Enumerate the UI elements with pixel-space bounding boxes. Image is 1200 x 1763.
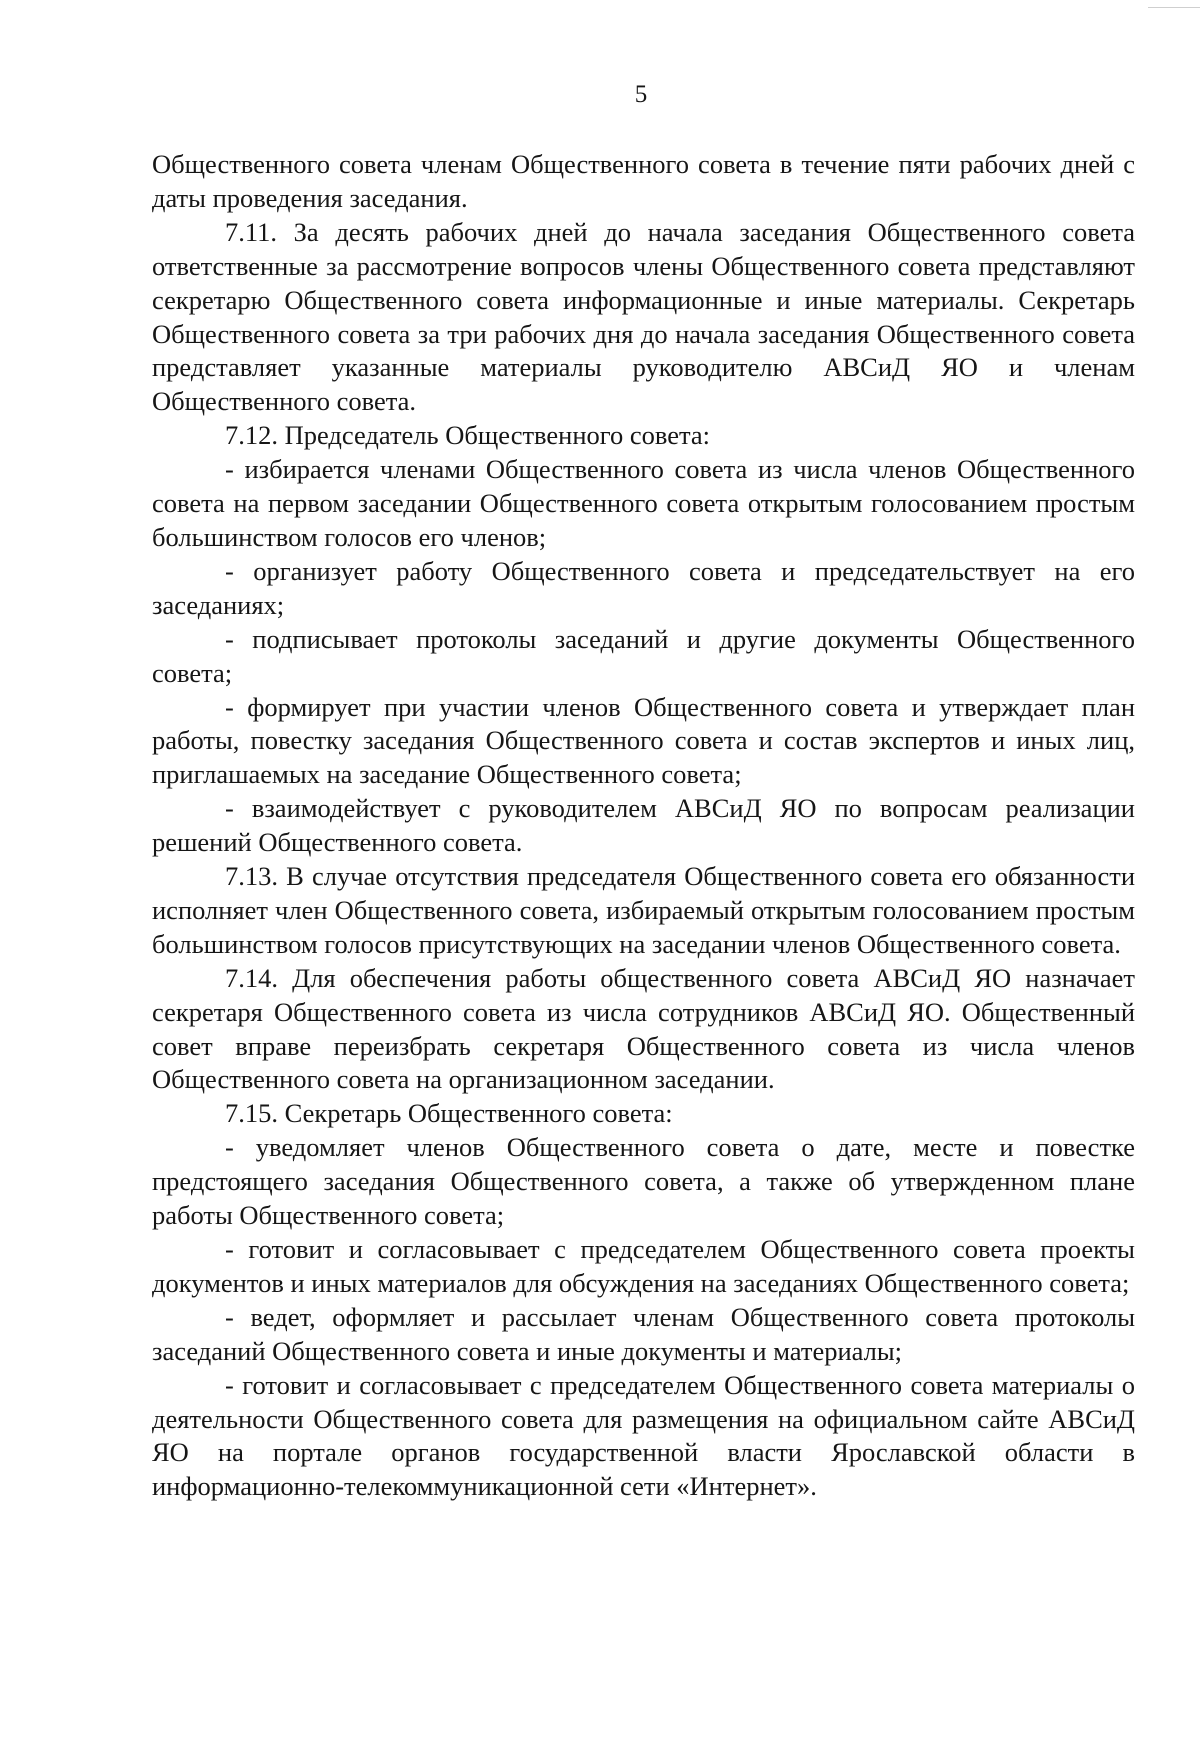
page-number: 5 (634, 81, 648, 108)
list-item-chair-interacts: - взаимодействует с руководителем АВСиД ЯО по вопросам реализации решений Общественного совета. (152, 793, 1135, 858)
paragraph-7-13: 7.13. В случае отсутствия председателя Общественного совета его обязанности исполняет член Общественного совета, избираемый открытым голосованием простым большинством голосов присутствующих на заседании членов Общественного совета. (152, 861, 1135, 959)
list-item-chair-signs: - подписывает протоколы заседаний и другие документы Общественного совета; (152, 623, 1135, 688)
list-item-chair-elected: - избирается членами Общественного совета из числа членов Общественного совета на первом заседании Общественного совета открытым голосованием простым большинством голосов его членов; (152, 454, 1135, 552)
document-body (152, 148, 1135, 1504)
scan-edge-mark (1148, 7, 1200, 8)
list-item-chair-forms-plan: - формирует при участии членов Общественного совета и утверждает план работы, повестку заседания Общественного совета и состав экспертов и иных лиц, приглашаемых на заседание Общественного совета; (152, 691, 1135, 790)
paragraph-7-11: 7.11. За десять рабочих дней до начала заседания Общественного совета ответственные за рассмотрение вопросов члены Общественного совета представляют секретарю Общественного совета информационные и иные материалы. Секретарь Общественного совета за три рабочих дня до начала заседания Общественного совета представляет указанные материалы руководителю АВСиД ЯО и членам Общественного совета. (152, 216, 1135, 417)
paragraph-7-14: 7.14. Для обеспечения работы общественного совета АВСиД ЯО назначает секретаря Общественного совета из числа сотрудников АВСиД ЯО. Общественный совет вправе переизбрать секретаря Общественного совета из числа членов Общественного совета на организационном заседании. (152, 962, 1135, 1095)
list-item-secretary-website-materials: - готовит и согласовывает с председателем Общественного совета материалы о деятельности Общественного совета для размещения на официальном сайте АВСиД ЯО на портале органов государственной власти Ярославской области в информационно-телекоммуникационной сети «Интернет». (152, 1369, 1135, 1502)
list-item-chair-organizes: - организует работу Общественного совета и председательствует на его заседаниях; (152, 555, 1135, 620)
paragraph-7-15-heading: 7.15. Секретарь Общественного совета: (225, 1098, 673, 1129)
paragraph-7-12-heading: 7.12. Председатель Общественного совета: (225, 420, 711, 451)
list-item-secretary-notifies: - уведомляет членов Общественного совета о дате, месте и повестке предстоящего заседания Общественного совета, а также об утвержденном плане работы Общественного совета; (152, 1132, 1135, 1231)
list-item-secretary-prepares-drafts: - готовит и согласовывает с председателем Общественного совета проекты документов и иных материалов для обсуждения на заседаниях Общественного совета; (152, 1234, 1135, 1298)
list-item-secretary-keeps-minutes: - ведет, оформляет и рассылает членам Общественного совета протоколы заседаний Общественного совета и иные документы и материалы; (152, 1301, 1135, 1366)
paragraph-continuation: Общественного совета членам Общественного совета в течение пяти рабочих дней с даты проведения заседания. (152, 149, 1135, 213)
